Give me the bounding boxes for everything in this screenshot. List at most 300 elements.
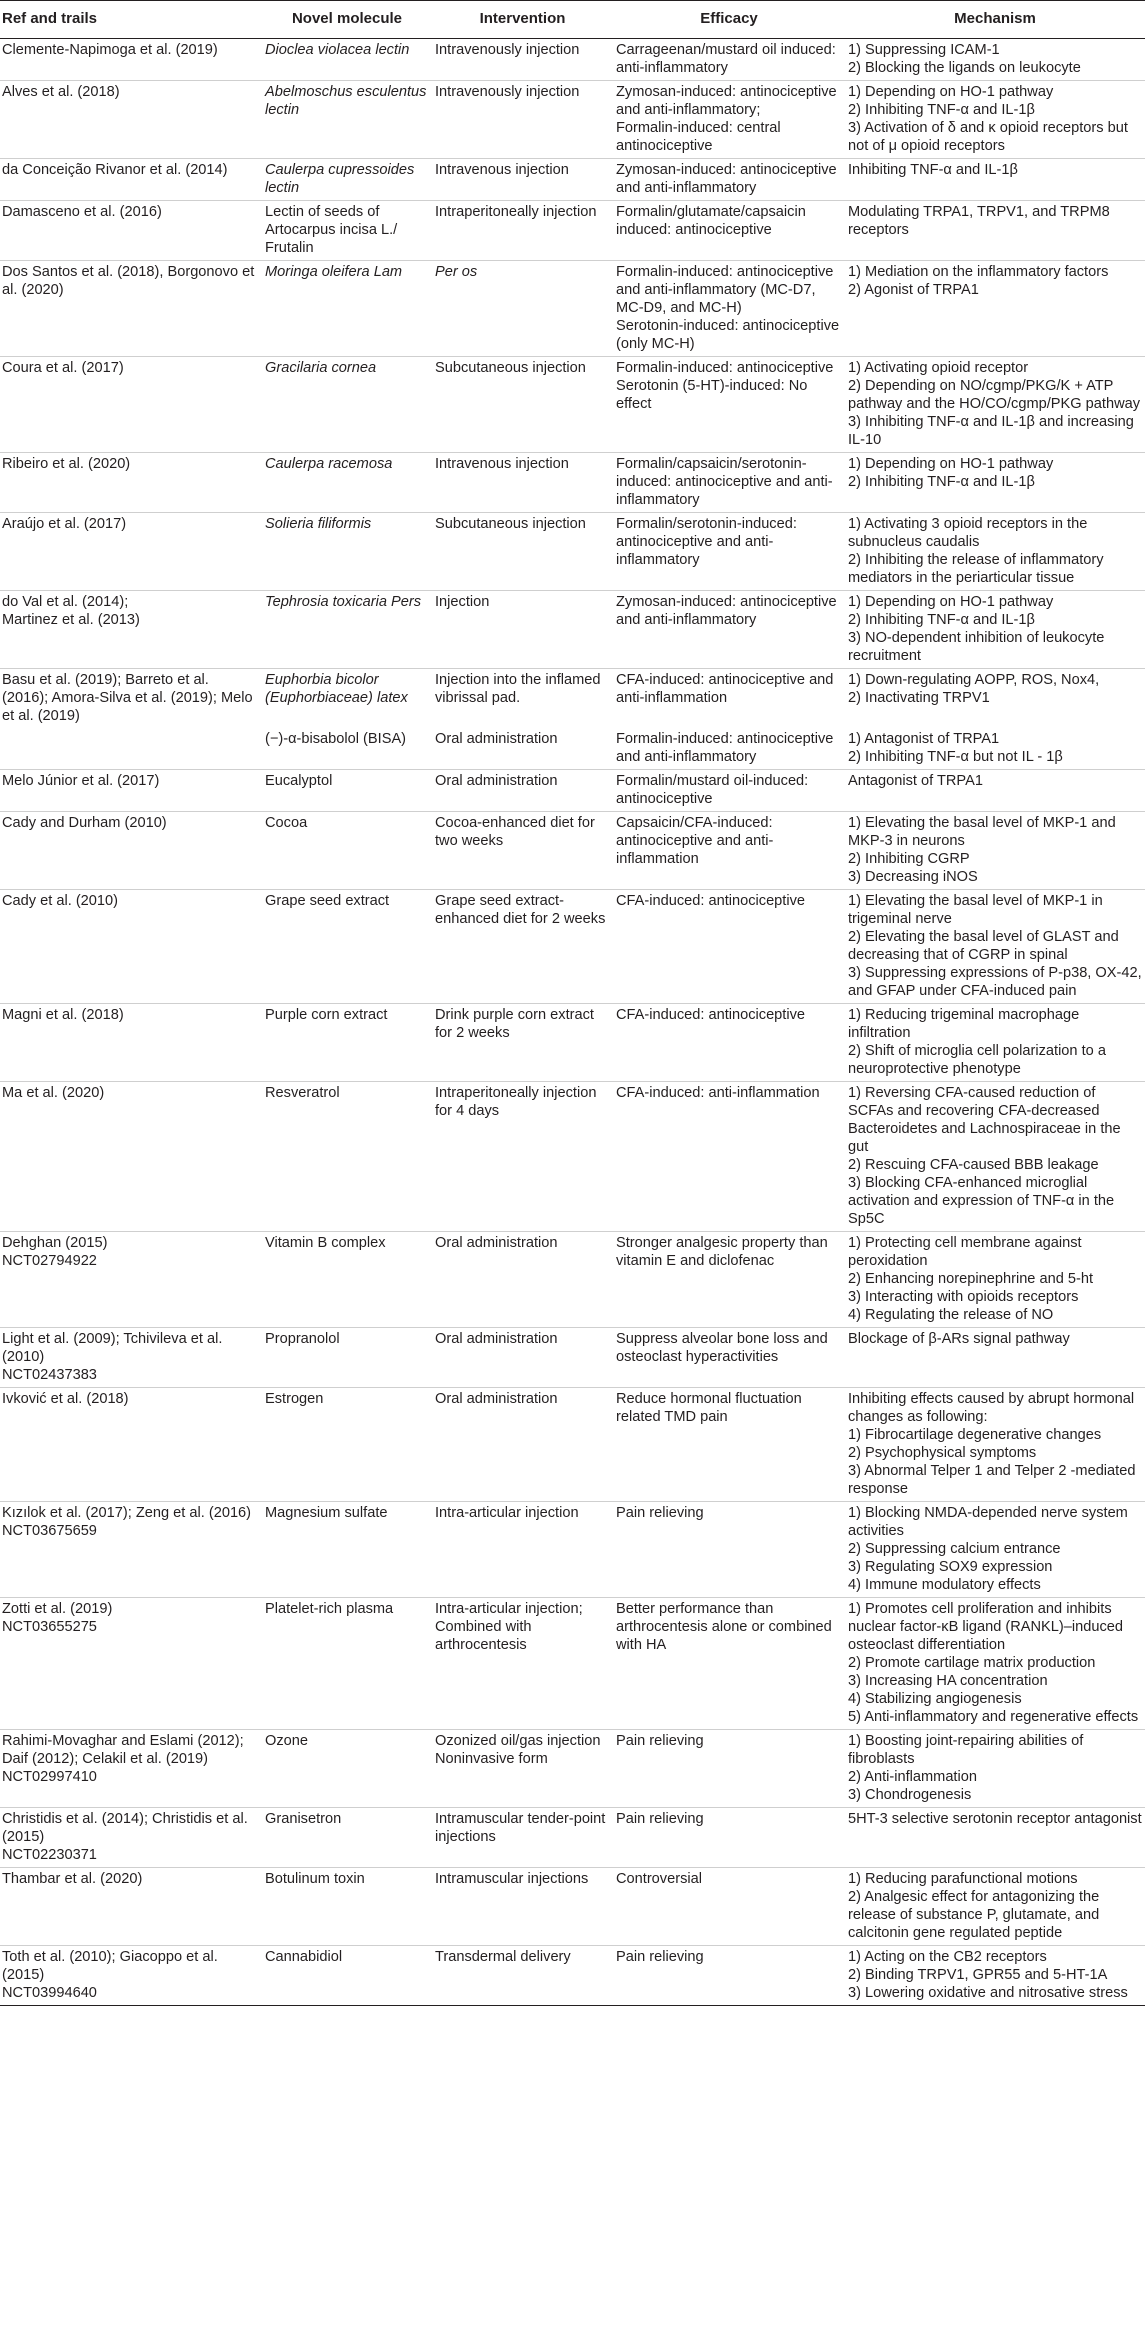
mechanism-line: 3) Chondrogenesis <box>848 1787 972 1803</box>
ref-cell <box>0 453 262 513</box>
molecule-line: Dioclea violacea lectin <box>265 42 410 58</box>
mechanism-line: 2) Enhancing norepinephrine and 5-ht <box>848 1271 1094 1287</box>
efficacy-line: Formalin-induced: antinociceptive and anti-inflammatory (MC-D7, MC-D9, and MC-H) <box>616 264 834 316</box>
efficacy-line: Controversial <box>616 1871 702 1887</box>
molecule-line: Granisetron <box>265 1811 342 1827</box>
mechanism-line: 2) Rescuing CFA-caused BBB leakage <box>848 1157 1099 1173</box>
intervention-cell <box>432 261 613 357</box>
ref-line: Zotti et al. (2019) <box>2 1601 113 1617</box>
ref-line: Dos Santos et al. (2018), Borgonovo et al. (2020) <box>2 264 255 298</box>
ref-cell <box>0 357 262 453</box>
mechanism-cell <box>845 812 1145 890</box>
intervention-line: Intravenously injection <box>435 42 580 58</box>
molecule-line: Vitamin B complex <box>265 1235 386 1251</box>
efficacy-line: Formalin-induced: central antinociceptive <box>616 120 781 154</box>
ref-line: da Conceição Rivanor et al. (2014) <box>2 162 228 178</box>
ref-cell <box>0 1502 262 1598</box>
efficacy-cell <box>613 669 845 729</box>
efficacy-cell <box>613 1082 845 1232</box>
mechanism-line: 2) Binding TRPV1, GPR55 and 5-HT-1A <box>848 1967 1108 1983</box>
ref-cell <box>0 1808 262 1868</box>
table-row <box>0 513 1145 591</box>
efficacy-cell <box>613 591 845 669</box>
mechanism-cell <box>845 1232 1145 1328</box>
mechanism-cell <box>845 357 1145 453</box>
mechanism-cell <box>845 1868 1145 1946</box>
intervention-cell <box>432 1730 613 1808</box>
molecule-line: Abelmoschus esculentus lectin <box>265 84 427 118</box>
ref-line: NCT02230371 <box>2 1847 97 1863</box>
table-header <box>0 1 1145 39</box>
molecule-line: Ozone <box>265 1733 308 1749</box>
mechanism-cell <box>845 1502 1145 1598</box>
intervention-line: Drink purple corn extract for 2 weeks <box>435 1007 594 1041</box>
mechanism-line: 3) Lowering oxidative and nitrosative stress <box>848 1985 1128 2001</box>
ref-line: Thambar et al. (2020) <box>2 1871 143 1887</box>
efficacy-cell <box>613 261 845 357</box>
molecule-cell <box>262 1502 432 1598</box>
efficacy-line: Pain relieving <box>616 1733 704 1749</box>
intervention-cell <box>432 591 613 669</box>
intervention-line: Per os <box>435 264 478 280</box>
ref-cell <box>0 201 262 261</box>
mechanism-line: 2) Inhibiting the release of inflammatory mediators in the periarticular tissue <box>848 552 1104 586</box>
mechanism-line: Blockage of β-ARs signal pathway <box>848 1331 1070 1347</box>
intervention-line: Injection <box>435 594 490 610</box>
mechanism-line: 5HT-3 selective serotonin receptor antagonist <box>848 1811 1142 1827</box>
table-row <box>0 1502 1145 1598</box>
molecule-cell <box>262 39 432 81</box>
efficacy-cell <box>613 890 845 1004</box>
ref-cell <box>0 812 262 890</box>
mechanism-cell <box>845 201 1145 261</box>
intervention-cell <box>432 81 613 159</box>
mechanism-line: 3) Abnormal Telper 1 and Telper 2 -mediated response <box>848 1463 1136 1497</box>
molecule-cell <box>262 159 432 201</box>
table-row <box>0 1232 1145 1328</box>
mechanism-line: 3) Suppressing expressions of P-p38, OX-42, and GFAP under CFA-induced pain <box>848 965 1142 999</box>
efficacy-cell <box>613 1502 845 1598</box>
intervention-line: Oral administration <box>435 1331 558 1347</box>
efficacy-line: Stronger analgesic property than vitamin E and diclofenac <box>616 1235 828 1269</box>
intervention-cell <box>432 1502 613 1598</box>
mechanism-cell <box>845 669 1145 729</box>
ref-cell <box>0 890 262 1004</box>
ref-cell <box>0 1388 262 1502</box>
table-row <box>0 1808 1145 1868</box>
mechanism-line: 2) Blocking the ligands on leukocyte <box>848 60 1081 76</box>
ref-line: Ma et al. (2020) <box>2 1085 105 1101</box>
table-row <box>0 728 1145 770</box>
ref-cell <box>0 1328 262 1388</box>
mechanism-line: Modulating TRPA1, TRPV1, and TRPM8 receptors <box>848 204 1110 238</box>
ref-line: Christidis et al. (2014); Christidis et al. (2015) <box>2 1811 248 1845</box>
efficacy-line: Formalin/serotonin-induced: antinociceptive and anti-inflammatory <box>616 516 797 568</box>
ref-cell <box>0 1082 262 1232</box>
ref-cell <box>0 728 262 770</box>
molecule-line: Caulerpa racemosa <box>265 456 393 472</box>
mechanism-line: 4) Regulating the release of NO <box>848 1307 1054 1323</box>
mechanism-line: 2) Inactivating TRPV1 <box>848 690 990 706</box>
mechanism-line: 1) Blocking NMDA-depended nerve system activities <box>848 1505 1128 1539</box>
mechanism-line: Antagonist of TRPA1 <box>848 773 983 789</box>
molecule-cell <box>262 1004 432 1082</box>
mechanism-line: 2) Agonist of TRPA1 <box>848 282 979 298</box>
intervention-cell <box>432 1946 613 2006</box>
molecule-cell <box>262 1598 432 1730</box>
ref-line: Martinez et al. (2013) <box>2 612 140 628</box>
mechanism-line: 2) Promote cartilage matrix production <box>848 1655 1096 1671</box>
efficacy-cell <box>613 812 845 890</box>
table-row <box>0 357 1145 453</box>
mechanism-line: 4) Stabilizing angiogenesis <box>848 1691 1022 1707</box>
efficacy-cell <box>613 1328 845 1388</box>
mechanism-line: 3) NO-dependent inhibition of leukocyte recruitment <box>848 630 1105 664</box>
ref-line: Toth et al. (2010); Giacoppo et al. (2015) <box>2 1949 218 1983</box>
table-row <box>0 81 1145 159</box>
intervention-cell <box>432 1232 613 1328</box>
efficacy-cell <box>613 1232 845 1328</box>
intervention-cell <box>432 728 613 770</box>
intervention-cell <box>432 1328 613 1388</box>
ref-line: Dehghan (2015) <box>2 1235 108 1251</box>
intervention-cell <box>432 1388 613 1502</box>
efficacy-cell <box>613 770 845 812</box>
mechanism-line: Inhibiting TNF-α and IL-1β <box>848 162 1018 178</box>
intervention-cell <box>432 357 613 453</box>
molecule-cell <box>262 669 432 729</box>
efficacy-cell <box>613 357 845 453</box>
intervention-line: Noninvasive form <box>435 1751 548 1767</box>
intervention-line: Grape seed extract-enhanced diet for 2 weeks <box>435 893 606 927</box>
header-intervention: Intervention <box>432 1 613 39</box>
intervention-line: Intravenously injection <box>435 84 580 100</box>
molecule-cell <box>262 1730 432 1808</box>
mechanism-cell <box>845 81 1145 159</box>
intervention-line: Intraperitoneally injection <box>435 204 597 220</box>
mechanism-cell <box>845 513 1145 591</box>
ref-line: Melo Júnior et al. (2017) <box>2 773 160 789</box>
ref-line: NCT02997410 <box>2 1769 97 1785</box>
ref-cell <box>0 1946 262 2006</box>
mechanism-line: 2) Depending on NO/cgmp/PKG/K + ATP pathway and the HO/CO/cgmp/PKG pathway <box>848 378 1141 412</box>
mechanism-line: 1) Reducing parafunctional motions <box>848 1871 1078 1887</box>
efficacy-line: CFA-induced: antinociceptive <box>616 1007 806 1023</box>
intervention-line: Intramuscular injections <box>435 1871 589 1887</box>
table-body <box>0 39 1145 2006</box>
intervention-cell <box>432 1004 613 1082</box>
intervention-line: Intravenous injection <box>435 456 569 472</box>
ref-line: NCT02437383 <box>2 1367 97 1383</box>
ref-cell <box>0 159 262 201</box>
ref-line: NCT03675659 <box>2 1523 97 1539</box>
ref-cell <box>0 770 262 812</box>
mechanism-line: 1) Down-regulating AOPP, ROS, Nox4, <box>848 672 1100 688</box>
header-molecule: Novel molecule <box>262 1 432 39</box>
intervention-cell <box>432 1808 613 1868</box>
mechanism-cell <box>845 1598 1145 1730</box>
mechanism-line: 1) Fibrocartilage degenerative changes <box>848 1427 1102 1443</box>
ref-cell <box>0 1730 262 1808</box>
ref-line: NCT03994640 <box>2 1985 97 2001</box>
ref-line: Basu et al. (2019); Barreto et al. (2016); Amora-Silva et al. (2019); Melo et al. (2019) <box>2 672 253 724</box>
ref-line: Clemente-Napimoga et al. (2019) <box>2 42 218 58</box>
efficacy-cell <box>613 159 845 201</box>
ref-line: Cady et al. (2010) <box>2 893 119 909</box>
mechanism-line: 1) Depending on HO-1 pathway <box>848 84 1054 100</box>
intervention-line: Combined with arthrocentesis <box>435 1619 532 1653</box>
mechanism-cell <box>845 453 1145 513</box>
table-row <box>0 1946 1145 2006</box>
efficacy-line: Formalin/mustard oil-induced: antinociceptive <box>616 773 809 807</box>
molecule-line: Cannabidiol <box>265 1949 343 1965</box>
table-row <box>0 159 1145 201</box>
efficacy-line: Zymosan-induced: antinociceptive and anti-inflammatory <box>616 594 837 628</box>
mechanism-line: 3) Increasing HA concentration <box>848 1673 1048 1689</box>
table-row <box>0 261 1145 357</box>
intervention-line: Cocoa-enhanced diet for two weeks <box>435 815 595 849</box>
molecule-cell <box>262 812 432 890</box>
intervention-line: Transdermal delivery <box>435 1949 571 1965</box>
efficacy-cell <box>613 1004 845 1082</box>
mechanism-line: 5) Anti-inflammatory and regenerative effects <box>848 1709 1139 1725</box>
mechanism-line: 3) Inhibiting TNF-α and IL-1β and increasing IL-10 <box>848 414 1134 448</box>
molecule-cell <box>262 1868 432 1946</box>
molecule-cell <box>262 1082 432 1232</box>
molecule-cell <box>262 728 432 770</box>
table-row <box>0 1388 1145 1502</box>
table-row <box>0 1868 1145 1946</box>
intervention-line: Intraperitoneally injection for 4 days <box>435 1085 597 1119</box>
ref-line: Cady and Durham (2010) <box>2 815 167 831</box>
molecule-cell <box>262 1946 432 2006</box>
intervention-cell <box>432 159 613 201</box>
intervention-cell <box>432 890 613 1004</box>
mechanism-line: 2) Inhibiting TNF-α but not IL - 1β <box>848 749 1063 765</box>
molecule-cell <box>262 1808 432 1868</box>
intervention-line: Oral administration <box>435 1235 558 1251</box>
mechanism-line: 1) Activating 3 opioid receptors in the subnucleus caudalis <box>848 516 1088 550</box>
molecule-cell <box>262 453 432 513</box>
molecule-cell <box>262 81 432 159</box>
molecule-line: Tephrosia toxicaria Pers <box>265 594 422 610</box>
intervention-line: Injection into the inflamed vibrissal pad. <box>435 672 601 706</box>
molecule-cell <box>262 770 432 812</box>
molecule-line: Purple corn extract <box>265 1007 388 1023</box>
efficacy-line: Formalin/glutamate/capsaicin induced: antinociceptive <box>616 204 806 238</box>
molecule-cell <box>262 890 432 1004</box>
ref-cell <box>0 513 262 591</box>
ref-cell <box>0 1868 262 1946</box>
ref-line: Kızılok et al. (2017); Zeng et al. (2016) <box>2 1505 252 1521</box>
table-row <box>0 890 1145 1004</box>
efficacy-line: Suppress alveolar bone loss and osteoclast hyperactivities <box>616 1331 828 1365</box>
mechanism-line: 1) Boosting joint-repairing abilities of fibroblasts <box>848 1733 1084 1767</box>
mechanism-line: 1) Antagonist of TRPA1 <box>848 731 1000 747</box>
header-efficacy: Efficacy <box>613 1 845 39</box>
efficacy-line: Formalin-induced: antinociceptive <box>616 360 834 376</box>
mechanism-line: 1) Promotes cell proliferation and inhibits nuclear factor-κB ligand (RANKL)–induced osteoclast differentiation <box>848 1601 1123 1653</box>
mechanism-line: 1) Depending on HO-1 pathway <box>848 594 1054 610</box>
molecule-line: Lectin of seeds of Artocarpus incisa L./ Frutalin <box>265 204 398 256</box>
table-row <box>0 669 1145 729</box>
efficacy-line: Formalin/capsaicin/serotonin-induced: antinociceptive and anti-inflammatory <box>616 456 833 508</box>
efficacy-cell <box>613 39 845 81</box>
mechanism-cell <box>845 1808 1145 1868</box>
molecule-cell <box>262 591 432 669</box>
mechanism-line: 1) Suppressing ICAM-1 <box>848 42 1000 58</box>
ref-line: Alves et al. (2018) <box>2 84 120 100</box>
mechanism-line: 1) Elevating the basal level of MKP-1 and MKP-3 in neurons <box>848 815 1116 849</box>
efficacy-line: Reduce hormonal fluctuation related TMD pain <box>616 1391 802 1425</box>
mechanism-line: 2) Shift of microglia cell polarization to a neuroprotective phenotype <box>848 1043 1106 1077</box>
mechanism-cell <box>845 1082 1145 1232</box>
mechanism-cell <box>845 770 1145 812</box>
header-row <box>0 1 1145 39</box>
efficacy-line: Formalin-induced: antinociceptive and anti-inflammatory <box>616 731 834 765</box>
efficacy-cell <box>613 1388 845 1502</box>
intervention-cell <box>432 1082 613 1232</box>
efficacy-cell <box>613 1730 845 1808</box>
molecule-cell <box>262 1232 432 1328</box>
mechanism-cell <box>845 1328 1145 1388</box>
mechanism-line: 3) Decreasing iNOS <box>848 869 978 885</box>
ref-cell <box>0 1004 262 1082</box>
mechanism-line: 1) Elevating the basal level of MKP-1 in trigeminal nerve <box>848 893 1103 927</box>
efficacy-line: CFA-induced: anti-inflammation <box>616 1085 820 1101</box>
molecule-line: Caulerpa cupressoides lectin <box>265 162 415 196</box>
intervention-line: Oral administration <box>435 1391 558 1407</box>
mechanism-cell <box>845 1946 1145 2006</box>
molecule-line: Propranolol <box>265 1331 340 1347</box>
efficacy-line: CFA-induced: antinociceptive and anti-inflammation <box>616 672 834 706</box>
ref-line: Magni et al. (2018) <box>2 1007 124 1023</box>
mechanism-line: 3) Interacting with opioids receptors <box>848 1289 1079 1305</box>
molecule-cell <box>262 1388 432 1502</box>
efficacy-cell <box>613 513 845 591</box>
molecule-line: Botulinum toxin <box>265 1871 365 1887</box>
mechanism-line: 2) Psychophysical symptoms <box>848 1445 1037 1461</box>
efficacy-line: Pain relieving <box>616 1505 704 1521</box>
table-row <box>0 1730 1145 1808</box>
mechanism-cell <box>845 1388 1145 1502</box>
mechanism-line: 2) Inhibiting TNF-α and IL-1β <box>848 474 1035 490</box>
efficacy-cell <box>613 1598 845 1730</box>
molecule-line: Solieria filiformis <box>265 516 372 532</box>
efficacy-cell <box>613 1946 845 2006</box>
mechanism-line: 1) Activating opioid receptor <box>848 360 1029 376</box>
molecule-line: Eucalyptol <box>265 773 333 789</box>
ref-line: Ribeiro et al. (2020) <box>2 456 131 472</box>
efficacy-line: Pain relieving <box>616 1949 704 1965</box>
ref-line: Ivković et al. (2018) <box>2 1391 129 1407</box>
mechanism-cell <box>845 728 1145 770</box>
efficacy-line: Carrageenan/mustard oil induced: anti-inflammatory <box>616 42 836 76</box>
molecule-line: Gracilaria cornea <box>265 360 377 376</box>
efficacy-line: Zymosan-induced: antinociceptive and anti-inflammatory; <box>616 84 837 118</box>
mechanism-line: 1) Protecting cell membrane against peroxidation <box>848 1235 1082 1269</box>
header-ref: Ref and trails <box>0 1 262 39</box>
ref-line: Araújo et al. (2017) <box>2 516 127 532</box>
mechanism-cell <box>845 159 1145 201</box>
ref-cell <box>0 1598 262 1730</box>
mechanism-line: 2) Inhibiting TNF-α and IL-1β <box>848 102 1035 118</box>
table-row <box>0 1328 1145 1388</box>
intervention-cell <box>432 453 613 513</box>
ref-cell <box>0 591 262 669</box>
mechanism-line: 2) Analgesic effect for antagonizing the release of substance P, glutamate, and calcitonin gene regulated peptide <box>848 1889 1100 1941</box>
ref-cell <box>0 39 262 81</box>
mechanism-cell <box>845 261 1145 357</box>
ref-cell <box>0 1232 262 1328</box>
ref-line: Light et al. (2009); Tchivileva et al. (2010) <box>2 1331 223 1365</box>
efficacy-line: Zymosan-induced: antinociceptive and anti-inflammatory <box>616 162 837 196</box>
table-row <box>0 39 1145 81</box>
efficacy-line: Better performance than arthrocentesis alone or combined with HA <box>616 1601 832 1653</box>
efficacy-cell <box>613 728 845 770</box>
efficacy-line: Capsaicin/CFA-induced: antinociceptive and anti-inflammation <box>616 815 774 867</box>
mechanism-line: 2) Inhibiting CGRP <box>848 851 970 867</box>
table-row <box>0 812 1145 890</box>
header-mechanism: Mechanism <box>845 1 1145 39</box>
efficacy-line: Serotonin (5-HT)-induced: No effect <box>616 378 808 412</box>
molecule-line: Magnesium sulfate <box>265 1505 388 1521</box>
table-row <box>0 591 1145 669</box>
mechanism-cell <box>845 890 1145 1004</box>
table-row <box>0 1082 1145 1232</box>
mechanism-line: 1) Mediation on the inflammatory factors <box>848 264 1109 280</box>
mechanism-line: Inhibiting effects caused by abrupt hormonal changes as following: <box>848 1391 1135 1425</box>
mechanism-line: 3) Blocking CFA-enhanced microglial activation and expression of TNF-α in the Sp5C <box>848 1175 1115 1227</box>
efficacy-cell <box>613 81 845 159</box>
table-row <box>0 770 1145 812</box>
mechanism-line: 2) Elevating the basal level of GLAST and decreasing that of CGRP in spinal <box>848 929 1119 963</box>
intervention-cell <box>432 812 613 890</box>
molecule-cell <box>262 1328 432 1388</box>
mechanism-line: 2) Inhibiting TNF-α and IL-1β <box>848 612 1035 628</box>
table-row <box>0 1598 1145 1730</box>
mechanism-line: 1) Acting on the CB2 receptors <box>848 1949 1047 1965</box>
ref-line: do Val et al. (2014); <box>2 594 129 610</box>
ref-cell <box>0 81 262 159</box>
molecule-line: Euphorbia bicolor (Euphorbiaceae) latex <box>265 672 408 706</box>
efficacy-cell <box>613 1808 845 1868</box>
mechanism-line: 2) Suppressing calcium entrance <box>848 1541 1061 1557</box>
intervention-line: Intra-articular injection; <box>435 1601 583 1617</box>
intervention-cell <box>432 1868 613 1946</box>
efficacy-line: Pain relieving <box>616 1811 704 1827</box>
efficacy-cell <box>613 1868 845 1946</box>
intervention-cell <box>432 513 613 591</box>
table-row <box>0 453 1145 513</box>
intervention-line: Ozonized oil/gas injection <box>435 1733 601 1749</box>
mechanism-line: 1) Reducing trigeminal macrophage infiltration <box>848 1007 1080 1041</box>
efficacy-cell <box>613 201 845 261</box>
molecule-cell <box>262 201 432 261</box>
ref-line: Coura et al. (2017) <box>2 360 124 376</box>
mechanism-line: 4) Immune modulatory effects <box>848 1577 1041 1593</box>
molecule-line: (−)-α-bisabolol (BISA) <box>265 731 407 747</box>
mechanism-cell <box>845 1004 1145 1082</box>
molecule-line: Moringa oleifera Lam <box>265 264 403 280</box>
mechanism-cell <box>845 591 1145 669</box>
intervention-cell <box>432 770 613 812</box>
intervention-line: Subcutaneous injection <box>435 360 586 376</box>
intervention-line: Oral administration <box>435 773 558 789</box>
table-row <box>0 201 1145 261</box>
mechanism-line: 3) Activation of δ and κ opioid receptors but not of μ opioid receptors <box>848 120 1128 154</box>
molecule-line: Platelet-rich plasma <box>265 1601 394 1617</box>
